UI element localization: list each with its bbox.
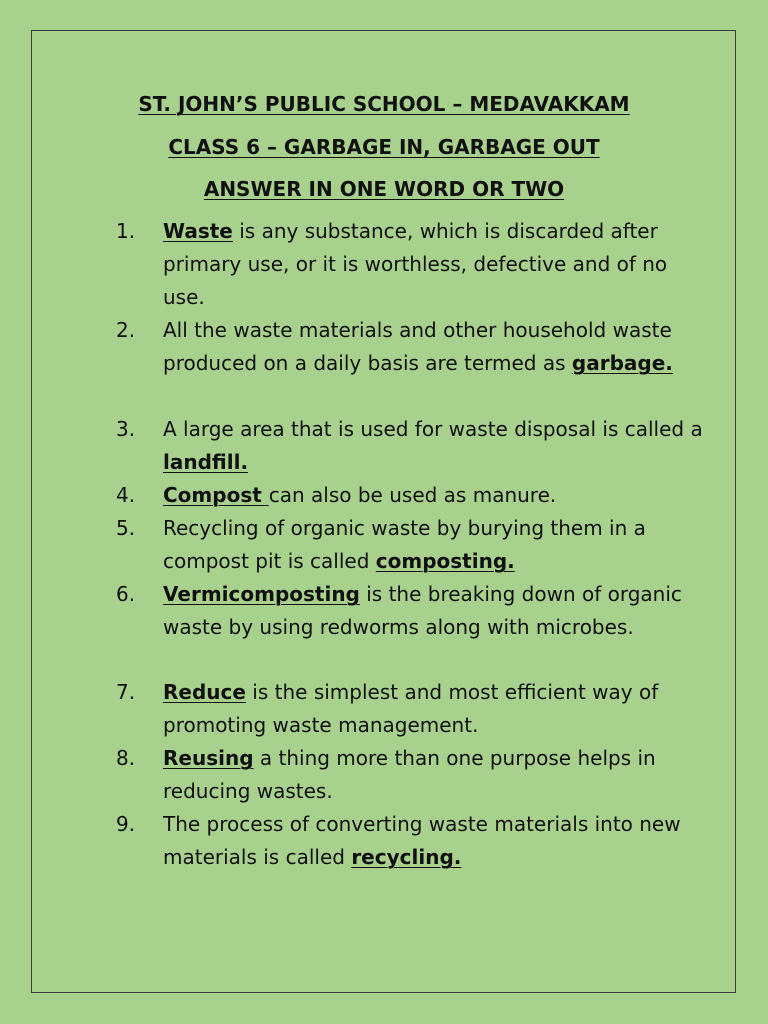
item-text bbox=[163, 314, 703, 380]
answer-word: Compost bbox=[163, 483, 269, 507]
item-text-before: A large area that is used for waste disposal is called a bbox=[163, 417, 703, 441]
item-text bbox=[163, 479, 703, 512]
instruction-heading: ANSWER IN ONE WORD OR TWO bbox=[203, 177, 565, 201]
item-number: 3. bbox=[116, 417, 136, 441]
item-text-after: is the simplest and most efficient way of promoting waste management. bbox=[163, 680, 659, 737]
item-text bbox=[163, 676, 703, 742]
answer-word: recycling. bbox=[351, 845, 462, 869]
item-number: 6. bbox=[116, 582, 136, 606]
answer-word: Reusing bbox=[163, 746, 254, 770]
item-text-after: is the breaking down of organic waste by using redworms along with microbes. bbox=[163, 582, 682, 639]
item-number: 9. bbox=[116, 812, 136, 836]
item-number: 7. bbox=[116, 680, 136, 704]
item-text-after: is any substance, which is discarded after primary use, or it is worthless, defective and of no use. bbox=[163, 219, 668, 309]
answer-word: Reduce bbox=[163, 680, 246, 704]
item-number: 2. bbox=[116, 318, 136, 342]
answer-word: Waste bbox=[163, 219, 233, 243]
item-number: 4. bbox=[116, 483, 136, 507]
answer-word: landfill. bbox=[163, 450, 249, 474]
item-text bbox=[163, 413, 703, 479]
item-text-before: Recycling of organic waste by burying them in a compost pit is called bbox=[163, 516, 646, 573]
item-text-before: All the waste materials and other household waste produced on a daily basis are termed as bbox=[163, 318, 672, 375]
item-text bbox=[163, 578, 703, 644]
item-text bbox=[163, 512, 703, 578]
item-text-before: The process of converting waste materials into new materials is called bbox=[163, 812, 681, 869]
class-title: CLASS 6 – GARBAGE IN, GARBAGE OUT bbox=[168, 135, 600, 159]
school-title: ST. JOHN’S PUBLIC SCHOOL – MEDAVAKKAM bbox=[138, 92, 630, 116]
answer-word: garbage. bbox=[571, 351, 673, 375]
answer-word: Vermicomposting bbox=[163, 582, 360, 606]
answer-word: composting. bbox=[375, 549, 515, 573]
item-text-after: a thing more than one purpose helps in reducing wastes. bbox=[163, 746, 656, 803]
item-text bbox=[163, 808, 703, 874]
item-number: 8. bbox=[116, 746, 136, 770]
item-number: 1. bbox=[116, 219, 136, 243]
item-text-after: can also be used as manure. bbox=[268, 483, 557, 507]
item-text bbox=[163, 742, 703, 808]
item-text bbox=[163, 215, 703, 314]
item-number: 5. bbox=[116, 516, 136, 540]
